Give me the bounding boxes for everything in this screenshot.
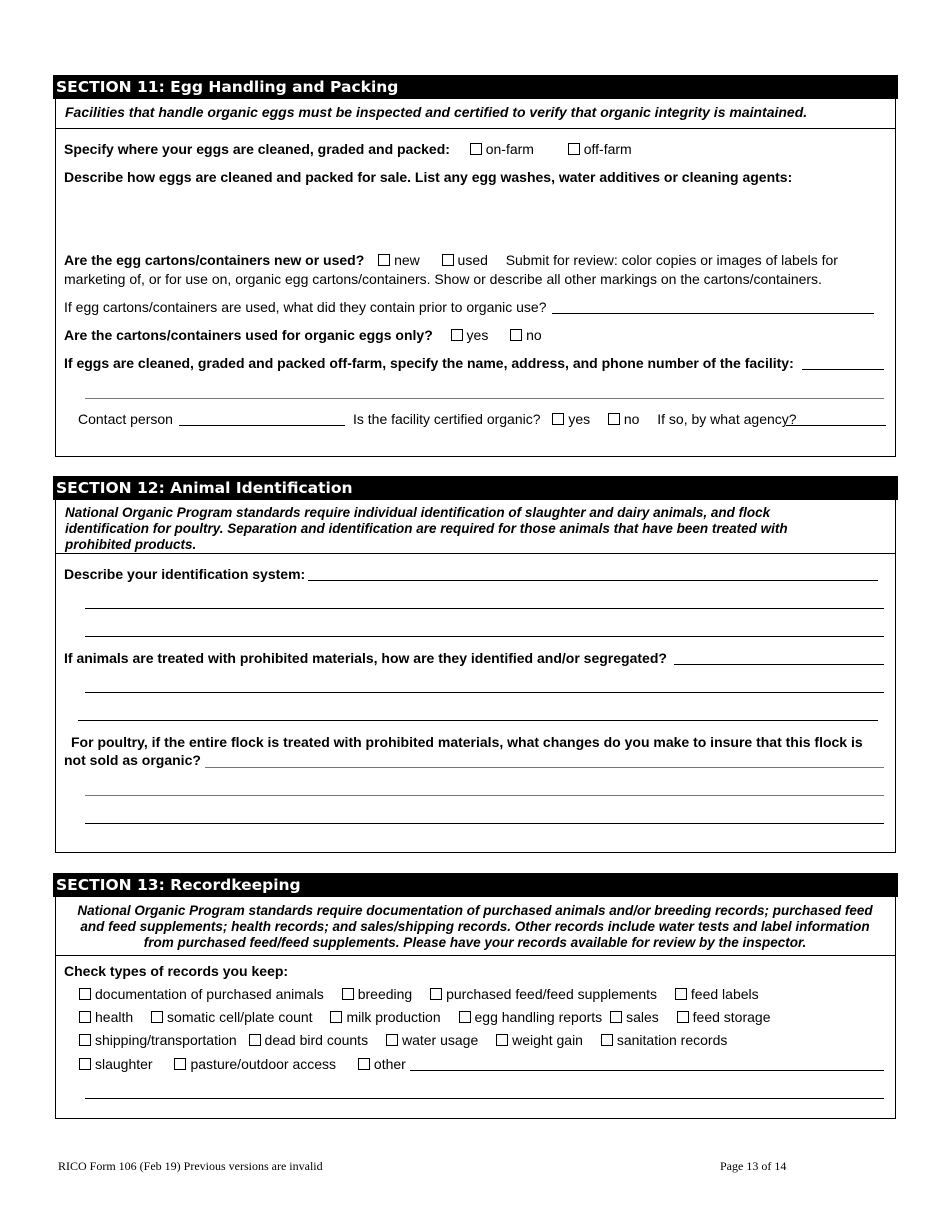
record-checkbox-sanitation[interactable] <box>601 1034 613 1046</box>
agency-label: If so, by what agency? <box>657 411 797 427</box>
cartons-used-label: used <box>457 252 488 268</box>
certified-no-label: no <box>623 411 640 427</box>
contact-person-field[interactable] <box>179 425 345 426</box>
poultry-label-1: For poultry, if the entire flock is treated with prohibited materials, what changes do you make to insure that this flock is <box>71 734 863 750</box>
record-label: milk production <box>346 1009 441 1025</box>
record-label: somatic cell/plate count <box>167 1009 313 1025</box>
section-11-title: SECTION 11: Egg Handling and Packing <box>53 75 898 99</box>
record-label: feed labels <box>690 986 759 1002</box>
id-system-line-2[interactable] <box>85 636 884 637</box>
poultry-field[interactable] <box>205 767 884 768</box>
records-row-4 <box>79 1056 406 1072</box>
record-checkbox-dead-bird-counts[interactable] <box>249 1034 261 1046</box>
record-checkbox-water-usage[interactable] <box>386 1034 398 1046</box>
cartons-submit-text-2: marketing of, or for use on, organic egg cartons/containers. Show or describe all other markings on the cartons/containers. <box>64 271 822 287</box>
certified-yes-checkbox[interactable] <box>552 413 564 425</box>
organic-only-row <box>64 327 542 343</box>
certified-no-checkbox[interactable] <box>608 413 620 425</box>
record-checkbox-egg-handling[interactable] <box>459 1011 471 1023</box>
record-checkbox-milk-production[interactable] <box>330 1011 342 1023</box>
record-label: sales <box>626 1009 659 1025</box>
id-system-line-1[interactable] <box>85 608 884 609</box>
poultry-line-1[interactable] <box>85 795 884 796</box>
record-checkbox-purchased-animals[interactable] <box>79 988 91 1000</box>
cartons-label: Are the egg cartons/containers new or used? <box>64 252 365 268</box>
offfarm-facility-field[interactable] <box>802 369 884 370</box>
prior-use-field[interactable] <box>552 313 874 314</box>
record-label: breeding <box>357 986 413 1002</box>
organic-only-yes-checkbox[interactable] <box>451 329 463 341</box>
record-label: purchased feed/feed supplements <box>446 986 658 1002</box>
record-checkbox-weight-gain[interactable] <box>496 1034 508 1046</box>
cartons-used-checkbox[interactable] <box>442 254 454 266</box>
treated-animals-line-2[interactable] <box>78 720 878 721</box>
offfarm-facility-label: If eggs are cleaned, graded and packed off-farm, specify the name, address, and phone number of the facility: <box>64 355 794 371</box>
record-label: feed storage <box>692 1009 771 1025</box>
record-label: weight gain <box>512 1032 583 1048</box>
certified-yes-label: yes <box>568 411 591 427</box>
section-12-divider <box>55 553 896 554</box>
cartons-new-checkbox[interactable] <box>378 254 390 266</box>
off-farm-checkbox[interactable] <box>568 143 580 155</box>
record-label: sanitation records <box>616 1032 728 1048</box>
egg-location-label: Specify where your eggs are cleaned, graded and packed: <box>64 141 450 157</box>
records-row-1 <box>79 986 773 1002</box>
record-checkbox-other[interactable] <box>358 1058 370 1070</box>
organic-only-label: Are the cartons/containers used for organic eggs only? <box>64 327 433 343</box>
record-checkbox-somatic-cell[interactable] <box>151 1011 163 1023</box>
record-checkbox-pasture[interactable] <box>174 1058 186 1070</box>
record-checkbox-purchased-feed[interactable] <box>430 988 442 1000</box>
record-label: water usage <box>401 1032 479 1048</box>
off-farm-label: off-farm <box>583 141 632 157</box>
prior-use-label: If egg cartons/containers are used, what did they contain prior to organic use? <box>64 299 547 315</box>
record-checkbox-shipping[interactable] <box>79 1034 91 1046</box>
record-label: documentation of purchased animals <box>95 986 324 1002</box>
certified-row <box>353 411 797 427</box>
records-row-2 <box>79 1009 784 1025</box>
record-label: pasture/outdoor access <box>190 1056 337 1072</box>
treated-animals-line-1[interactable] <box>85 692 884 693</box>
record-other-field[interactable] <box>410 1070 884 1071</box>
record-label: dead bird counts <box>264 1032 369 1048</box>
record-other-line[interactable] <box>85 1098 884 1099</box>
agency-field[interactable] <box>786 425 886 426</box>
section-12-intro: National Organic Program standards require individual identification of slaughter and dairy animals, and flock identification for poultry. Separation and identification are required for those animals that have been treated with prohibited products. <box>65 505 788 552</box>
poultry-line-2[interactable] <box>85 823 884 824</box>
section-13-title: SECTION 13: Recordkeeping <box>53 873 898 897</box>
poultry-label-2: not sold as organic? <box>64 752 201 768</box>
treated-animals-field[interactable] <box>674 664 884 665</box>
record-label: health <box>95 1009 134 1025</box>
cartons-row <box>64 252 838 268</box>
record-checkbox-slaughter[interactable] <box>79 1058 91 1070</box>
id-system-label: Describe your identification system: <box>64 566 306 582</box>
contact-label: Contact person <box>78 411 173 427</box>
egg-location-row <box>64 141 632 157</box>
organic-only-yes-label: yes <box>466 327 489 343</box>
record-checkbox-feed-labels[interactable] <box>675 988 687 1000</box>
record-label: slaughter <box>95 1056 153 1072</box>
certified-label: Is the facility certified organic? <box>353 411 541 427</box>
cartons-new-label: new <box>394 252 420 268</box>
treated-animals-label: If animals are treated with prohibited materials, how are they identified and/or segregated? <box>64 650 667 666</box>
organic-only-no-label: no <box>526 327 542 343</box>
section-13-intro: National Organic Program standards require documentation of purchased animals and/or breeding records; purchased feed and feed supplements; health records; and sales/shipping records. Other records include water tests and label information from purchased feed/feed supplements. Please have your records available for review by the inspector. <box>77 903 873 950</box>
cartons-submit-text: Submit for review: color copies or images of labels for <box>505 252 838 268</box>
section-11-intro: Facilities that handle organic eggs must be inspected and certified to verify that organic integrity is maintained. <box>65 104 808 120</box>
id-system-field[interactable] <box>308 580 878 581</box>
organic-only-no-checkbox[interactable] <box>510 329 522 341</box>
record-checkbox-health[interactable] <box>79 1011 91 1023</box>
record-label: other <box>373 1056 406 1072</box>
record-checkbox-breeding[interactable] <box>342 988 354 1000</box>
section-12-title: SECTION 12: Animal Identification <box>53 476 898 500</box>
record-checkbox-feed-storage[interactable] <box>677 1011 689 1023</box>
on-farm-checkbox[interactable] <box>470 143 482 155</box>
page-number: Page 13 of 14 <box>720 1159 787 1173</box>
section-13-divider <box>55 955 896 956</box>
records-row-3 <box>79 1032 741 1048</box>
on-farm-label: on-farm <box>485 141 534 157</box>
offfarm-facility-line[interactable] <box>85 398 884 399</box>
section-11-divider <box>55 128 896 129</box>
record-label: egg handling reports <box>474 1009 603 1025</box>
record-checkbox-sales[interactable] <box>610 1011 622 1023</box>
form-footer: RICO Form 106 (Feb 19) Previous versions are invalid <box>58 1159 323 1173</box>
records-check-label: Check types of records you keep: <box>64 963 289 979</box>
egg-cleaning-label: Describe how eggs are cleaned and packed for sale. List any egg washes, water additives or cleaning agents: <box>64 169 793 185</box>
record-label: shipping/transportation <box>95 1032 237 1048</box>
